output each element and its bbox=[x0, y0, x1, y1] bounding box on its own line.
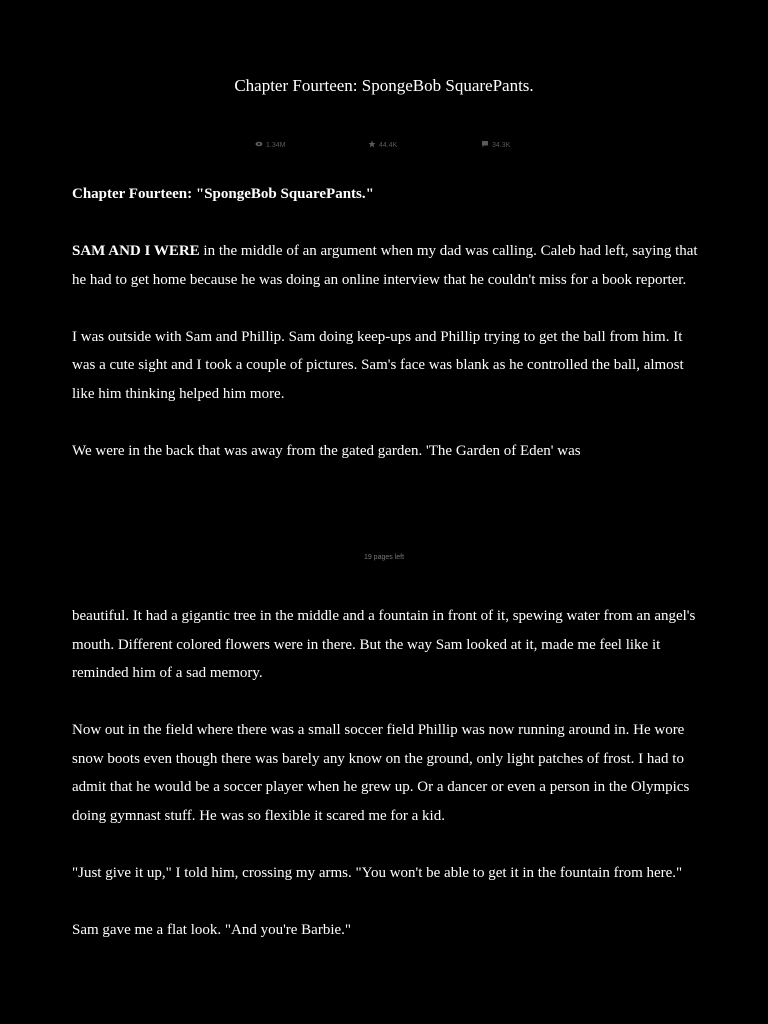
eye-icon bbox=[255, 140, 263, 150]
votes-count: 44.4K bbox=[379, 141, 398, 149]
paragraph: Sam gave me a flat look. "And you're Barbie." bbox=[72, 921, 352, 938]
paragraph: "Just give it up," I told him, crossing my arms. "You won't be able to get it in the fountain from here." bbox=[72, 864, 683, 881]
comments-stat bbox=[481, 140, 510, 150]
chapter-text-part-2 bbox=[72, 602, 702, 973]
star-icon bbox=[368, 140, 376, 150]
paragraph-lead: SAM AND I WERE bbox=[72, 243, 200, 259]
votes-stat bbox=[368, 140, 397, 150]
paragraph: Now out in the field where there was a small soccer field Phillip was now running around in. He wore snow boots even though there was barely any know on the ground, only light patches of frost. I had to admit that he would be a soccer player when he grew up. Or a dancer or even a person in the Olympics doing gymnast stuff. He was so flexible it scared me for a kid. bbox=[72, 722, 690, 824]
reads-stat bbox=[255, 140, 285, 150]
pages-left-indicator: 19 pages left bbox=[363, 554, 405, 561]
chapter-heading: Chapter Fourteen: "SpongeBob SquarePants." bbox=[72, 186, 374, 202]
chapter-title: Chapter Fourteen: SpongeBob SquarePants. bbox=[234, 76, 534, 95]
story-stats bbox=[0, 140, 768, 154]
paragraph: I was outside with Sam and Phillip. Sam doing keep-ups and Phillip trying to get the ball from him. It was a cute sight and I took a couple of pictures. Sam's face was blank as he controlled the ball, almost like him thinking helped him more. bbox=[72, 328, 684, 402]
comments-count: 34.3K bbox=[492, 141, 511, 149]
paragraph: beautiful. It had a gigantic tree in the middle and a fountain in front of it, spewing water from an angel's mouth. Different colored flowers were in there. But the way Sam looked at it, made me feel like it reminded him of a sad memory. bbox=[72, 608, 696, 681]
reads-count: 1.34M bbox=[266, 141, 286, 149]
paragraph-text: in the middle of an argument when my dad was calling. Caleb had left, saying that he had to get home because he was doing an online interview that he couldn't miss for a book reporter. bbox=[72, 243, 698, 288]
paragraph: We were in the back that was away from the gated garden. 'The Garden of Eden' was bbox=[72, 442, 581, 459]
paragraph bbox=[72, 237, 702, 294]
chapter-text-part-1 bbox=[72, 180, 702, 494]
comment-icon bbox=[481, 140, 489, 150]
